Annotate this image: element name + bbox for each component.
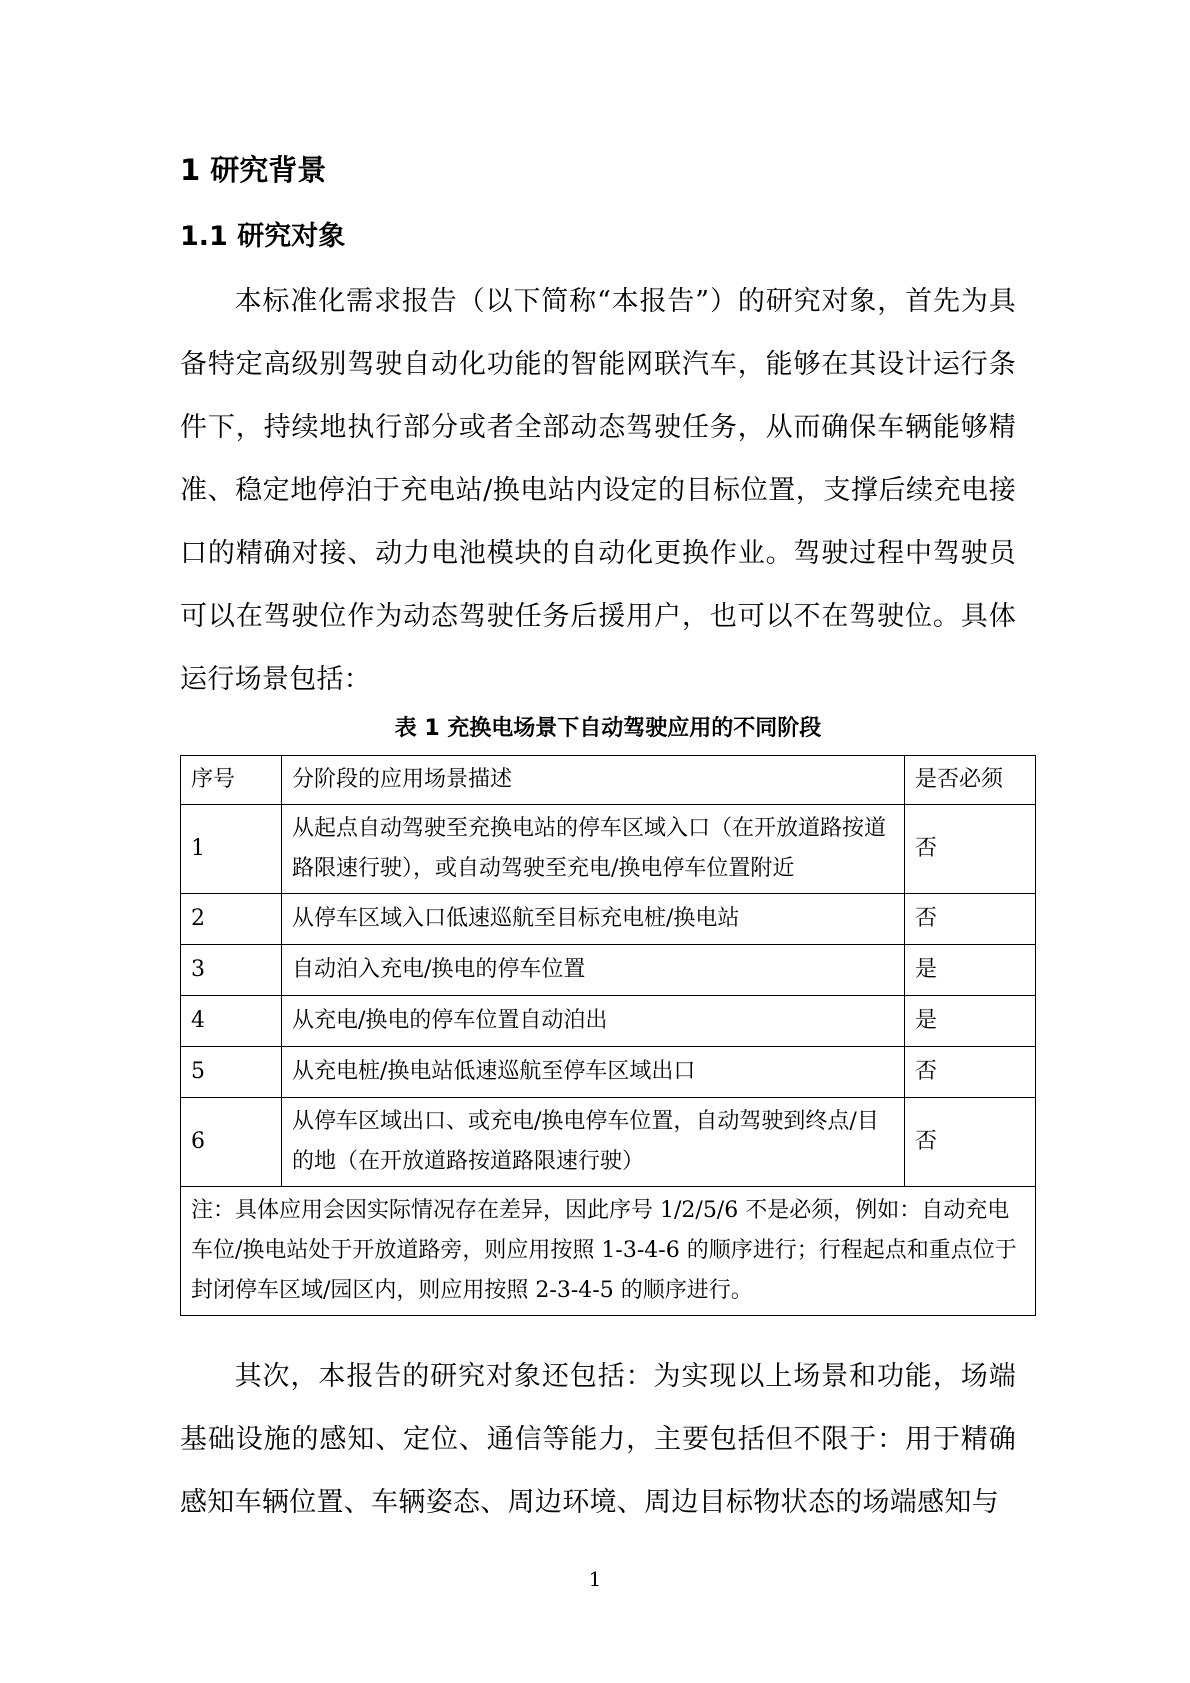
cell-desc: 从停车区域入口低速巡航至目标充电桩/换电站 xyxy=(282,894,905,945)
intro-paragraph-text: 本标准化需求报告（以下简称“本报告”）的研究对象，首先为具备特定高级别驾驶自动化功能的智能网联汽车，能够在其设计运行条件下，持续地执行部分或者全部动态驾驶任务，从而确保车辆能够精准、稳定地停泊于充电站/换电站内设定的目标位置，支撑后续充电接口的精确对接、动力电池模块的自动化更换作业。驾驶过程中驾驶员可以在驾驶位作为动态驾驶任务后援用户，也可以不在驾驶位。具体运行场景包括： xyxy=(180,286,1016,695)
cell-no: 2 xyxy=(181,894,282,945)
table-row xyxy=(181,894,1036,945)
cell-desc: 自动泊入充电/换电的停车位置 xyxy=(282,945,905,996)
cell-desc: 从停车区域出口、或充电/换电停车位置，自动驾驶到终点/目的地（在开放道路按道路限速行驶） xyxy=(282,1098,905,1187)
table-row xyxy=(181,805,1036,894)
section-heading: 1 研究背景 xyxy=(180,153,327,187)
table-note-row xyxy=(181,1187,1036,1316)
subsection-heading: 1.1 研究对象 xyxy=(180,221,346,252)
header-desc: 分阶段的应用场景描述 xyxy=(282,756,905,805)
followup-paragraph-text: 其次，本报告的研究对象还包括：为实现以上场景和功能，场端基础设施的感知、定位、通信等能力，主要包括但不限于：用于精确感知车辆位置、车辆姿态、周边环境、周边目标物状态的场端感知与 xyxy=(180,1361,1016,1518)
cell-no: 1 xyxy=(181,805,282,894)
cell-no: 4 xyxy=(181,996,282,1047)
cell-required: 否 xyxy=(905,894,1036,945)
cell-required: 是 xyxy=(905,945,1036,996)
cell-desc: 从充电/换电的停车位置自动泊出 xyxy=(282,996,905,1047)
table-row xyxy=(181,1047,1036,1098)
table-row xyxy=(181,1098,1036,1187)
header-required: 是否必须 xyxy=(905,756,1036,805)
cell-required: 否 xyxy=(905,1098,1036,1187)
cell-no: 5 xyxy=(181,1047,282,1098)
followup-paragraph xyxy=(180,1345,1016,1534)
table-header-row xyxy=(181,756,1036,805)
table-caption: 表 1 充换电场景下自动驾驶应用的不同阶段 xyxy=(394,716,822,741)
cell-required: 否 xyxy=(905,805,1036,894)
table-note: 注：具体应用会因实际情况存在差异，因此序号 1/2/5/6 不是必须，例如：自动充电车位/换电站处于开放道路旁，则应用按照 1-3-4-6 的顺序进行；行程起点和重点位于封闭停车区域/园区内，则应用按照 2-3-4-5 的顺序进行。 xyxy=(181,1187,1036,1316)
cell-no: 6 xyxy=(181,1098,282,1187)
page-number: 1 xyxy=(588,1567,602,1591)
cell-desc: 从起点自动驾驶至充换电站的停车区域入口（在开放道路按道路限速行驶），或自动驾驶至充电/换电停车位置附近 xyxy=(282,805,905,894)
header-no: 序号 xyxy=(181,756,282,805)
table-row xyxy=(181,996,1036,1047)
cell-required: 否 xyxy=(905,1047,1036,1098)
stages-table xyxy=(180,755,1036,1316)
cell-no: 3 xyxy=(181,945,282,996)
table-row xyxy=(181,945,1036,996)
intro-paragraph xyxy=(180,270,1016,711)
cell-desc: 从充电桩/换电站低速巡航至停车区域出口 xyxy=(282,1047,905,1098)
cell-required: 是 xyxy=(905,996,1036,1047)
